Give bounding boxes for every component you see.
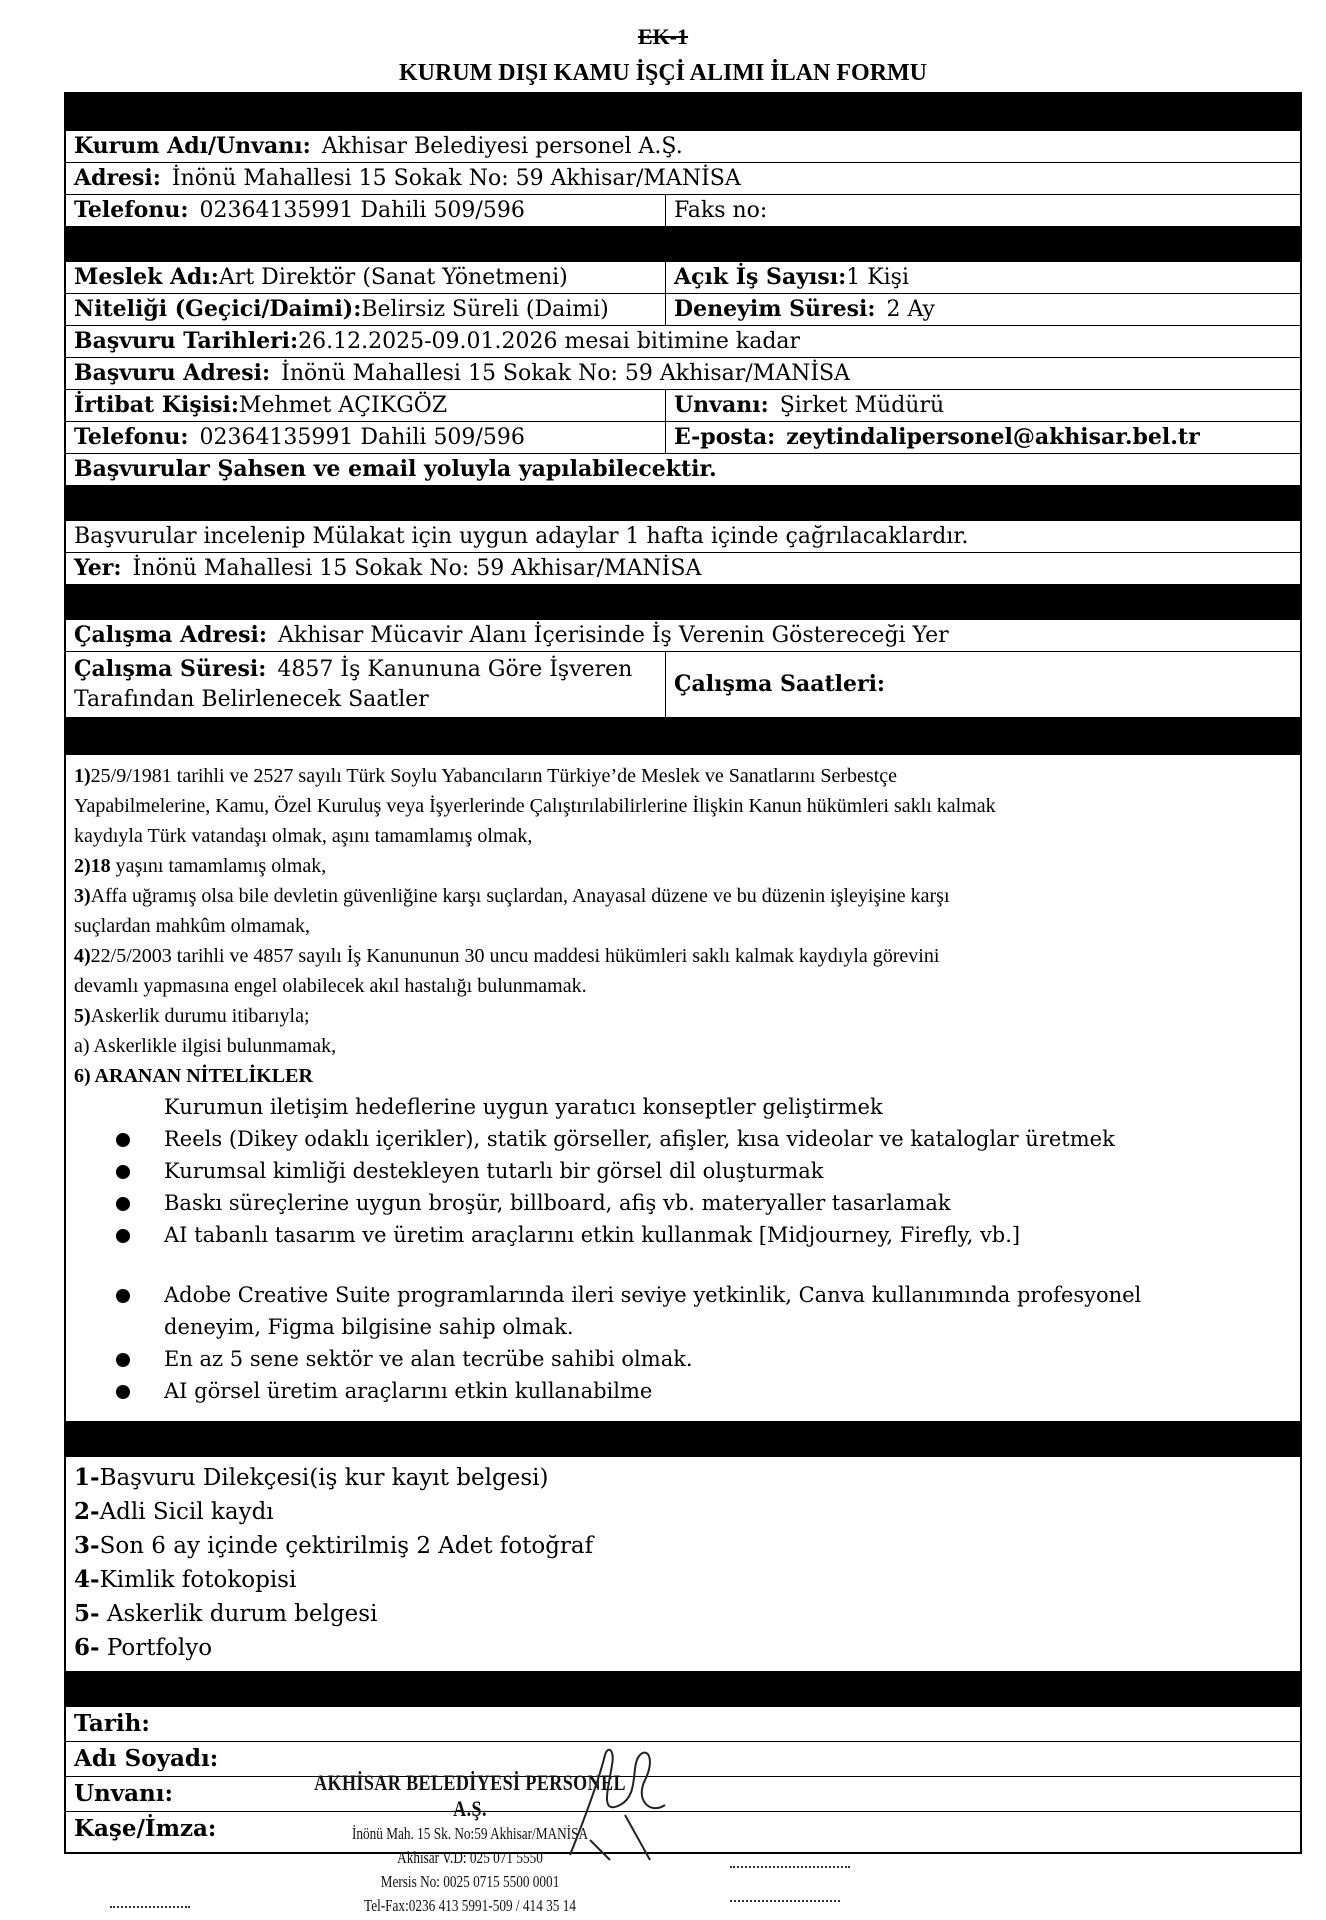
- institution-address-label: Adresi:: [74, 165, 161, 191]
- institution-name-label: Kurum Adı/Unvanı:: [74, 133, 311, 159]
- list-item: Adobe Creative Suite programlarında ileri seviye yetkinlik, Canva kullanımında profesyonel deneyim, Figma bilgisine sahip olmak.: [74, 1279, 1292, 1343]
- decorative-dash: [730, 1866, 850, 1868]
- section-divider: [66, 584, 1300, 620]
- stamp-line: Mersis No: 0025 0715 5500 0001: [380, 1872, 560, 1891]
- institution-phone-row: [66, 194, 1300, 226]
- work-duration-value-1: 4857 İş Kanununa Göre İşveren: [277, 657, 633, 682]
- bullet-icon: [116, 1229, 130, 1243]
- bullet-icon: [116, 1289, 130, 1303]
- requirement-4-cont: devamlı yapmasına engel olabilecek akıl hastalığı bulunmamak.: [74, 975, 587, 997]
- application-address-value: İnönü Mahallesi 15 Sokak No: 59 Akhisar/MANİSA: [281, 361, 850, 386]
- nature-row: [66, 293, 1300, 325]
- profession-row: [66, 262, 1300, 293]
- stamp-line: Akhisar V.D: 025 071 5550: [397, 1848, 543, 1867]
- work-duration-row: [66, 651, 1300, 717]
- decorative-dash: [110, 1906, 190, 1908]
- fax-label: Faks no:: [674, 198, 768, 223]
- list-item: Baskı süreçlerine uygun broşür, billboard, afiş vb. materyaller tasarlamak: [74, 1187, 1292, 1219]
- openings-value: 1 Kişi: [846, 265, 910, 290]
- bullet-icon: [116, 1165, 130, 1179]
- form-title: KURUM DIŞI KAMU İŞÇİ ALIMI İLAN FORMU: [398, 60, 928, 86]
- email-value[interactable]: zeytindalipersonel@akhisar.bel.tr: [786, 424, 1200, 450]
- bullet-icon: [116, 1133, 130, 1147]
- section-divider: [66, 94, 1300, 130]
- section-divider: [66, 717, 1300, 755]
- requirement-1-cont: kaydıyla Türk vatandaşı olmak, aşını tamamlamış olmak,: [74, 825, 533, 847]
- document-item: 3-Son 6 ay içinde çektirilmiş 2 Adet fotoğraf: [74, 1532, 594, 1559]
- list-item: Reels (Dikey odaklı içerikler), statik görseller, afişler, kısa videolar ve kataloglar üretmek: [74, 1123, 1292, 1155]
- interview-place-label: Yer:: [74, 555, 122, 581]
- contact-title-label: Unvanı:: [674, 392, 769, 418]
- section-divider: [66, 1671, 1300, 1707]
- dates-value: 26.12.2025-09.01.2026 mesai bitimine kadar: [298, 329, 801, 354]
- contact-title-value: Şirket Müdürü: [779, 393, 945, 418]
- interview-place-row: [66, 552, 1300, 584]
- document-item: 6- Portfolyo: [74, 1634, 213, 1661]
- dates-row: [66, 325, 1300, 357]
- signer-title-label: Unvanı:: [74, 1780, 173, 1807]
- nature-label: Niteliği (Geçici/Daimi):: [74, 296, 362, 322]
- contact-phone-value: 02364135991 Dahili 509/596: [199, 425, 525, 450]
- application-address-row: [66, 357, 1300, 389]
- requirement-3: 3)Affa uğramış olsa bile devletin güvenliğine karşı suçlardan, Anayasal düzene ve bu düzenin işleyişine karşı: [74, 885, 950, 907]
- date-row: [66, 1707, 1300, 1741]
- contact-phone-row: [66, 421, 1300, 453]
- document-item: 5- Askerlik durum belgesi: [74, 1600, 378, 1627]
- institution-address-value: İnönü Mahallesi 15 Sokak No: 59 Akhisar/MANİSA: [171, 166, 741, 191]
- institution-phone-value: 02364135991 Dahili 509/596: [199, 198, 525, 223]
- announcement-form: [64, 92, 1302, 1854]
- requirement-1-cont: Yapabilmelerine, Kamu, Özel Kuruluş veya İşyerlerinde Çalıştırılabilirlerine İlişkin Kanun hükümleri saklı kalmak: [74, 795, 996, 817]
- bullet-icon: [116, 1197, 130, 1211]
- qualifications-list: [74, 1123, 1292, 1407]
- contact-row: [66, 389, 1300, 421]
- trial-value: 2 Ay: [886, 297, 935, 322]
- stamp-line: AKHİSAR BELEDİYESİ PERSONEL A.Ş.: [314, 1770, 626, 1821]
- work-duration-label: Çalışma Süresi:: [74, 656, 267, 682]
- documents-section: [66, 1457, 1300, 1671]
- interview-place-value: İnönü Mahallesi 15 Sokak No: 59 Akhisar/MANİSA: [132, 556, 702, 581]
- stamp-line: İnönü Mah. 15 Sk. No:59 Akhisar/MANİSA: [351, 1824, 589, 1843]
- section-divider: [66, 485, 1300, 521]
- section-divider: [66, 226, 1300, 262]
- contact-phone-label: Telefonu:: [74, 424, 189, 450]
- profession-value: Art Direktör (Sanat Yönetmeni): [218, 265, 568, 290]
- document-item: 4-Kimlik fotokopisi: [74, 1566, 297, 1593]
- requirement-3-cont: suçlardan mahkûm olmamak,: [74, 915, 311, 937]
- application-method-row: [66, 453, 1300, 485]
- nature-value: Belirsiz Süreli (Daimi): [361, 297, 609, 322]
- dates-label: Başvuru Tarihleri:: [74, 328, 299, 354]
- list-item: AI tabanlı tasarım ve üretim araçlarını etkin kullanmak [Midjourney, Firefly, vb.]: [74, 1219, 1292, 1251]
- institution-name-row: [66, 130, 1300, 162]
- interview-note: Başvurular incelenip Mülakat için uygun adaylar 1 hafta içinde çağrılacaklardır.: [74, 524, 969, 549]
- requirement-1: 1)25/9/1981 tarihli ve 2527 sayılı Türk Soylu Yabancıların Türkiye’de Meslek ve Sanatlarını Serbestçe: [74, 765, 897, 787]
- work-duration-value-2: Tarafından Belirlenecek Saatler: [74, 687, 429, 712]
- trial-label: Deneyim Süresi:: [674, 296, 876, 322]
- document-item: 2-Adli Sicil kaydı: [74, 1498, 274, 1525]
- work-address-value: Akhisar Mücavir Alanı İçerisinde İş Verenin Göstereceği Yer: [277, 623, 949, 648]
- stamp-line: Tel-Fax:0236 413 5991-509 / 414 35 14: [364, 1896, 576, 1915]
- contact-label: İrtibat Kişisi:: [74, 392, 239, 418]
- application-address-label: Başvuru Adresi:: [74, 360, 271, 386]
- qualification-intro: Kurumun iletişim hedeflerine uygun yaratıcı konseptler geliştirmek: [164, 1095, 883, 1119]
- requirements-section: [66, 755, 1300, 1417]
- name-label: Adı Soyadı:: [74, 1745, 219, 1772]
- institution-address-row: [66, 162, 1300, 194]
- section-divider: [66, 1421, 1300, 1457]
- institution-phone-label: Telefonu:: [74, 197, 189, 223]
- openings-label: Açık İş Sayısı:: [674, 264, 847, 290]
- requirement-5a: a) Askerlikle ilgisi bulunmamak,: [74, 1035, 337, 1057]
- email-label: E-posta:: [674, 424, 776, 450]
- profession-label: Meslek Adı:: [74, 264, 219, 290]
- application-method-note: Başvurular Şahsen ve email yoluyla yapılabilecektir.: [74, 456, 717, 482]
- list-item: Kurumsal kimliği destekleyen tutarlı bir görsel dil oluşturmak: [74, 1155, 1292, 1187]
- interview-note-row: [66, 521, 1300, 552]
- qualifications-heading: 6) ARANAN NİTELİKLER: [74, 1065, 313, 1087]
- list-item: En az 5 sene sektör ve alan tecrübe sahibi olmak.: [74, 1343, 1292, 1375]
- stamp-signature-label: Kaşe/İmza:: [74, 1815, 217, 1842]
- document-item: 1-Başvuru Dilekçesi(iş kur kayıt belgesi): [74, 1464, 549, 1491]
- bullet-icon: [116, 1385, 130, 1399]
- work-hours-label: Çalışma Saatleri:: [674, 671, 886, 697]
- contact-value: Mehmet AÇIKGÖZ: [238, 393, 448, 418]
- requirement-4: 4)22/5/2003 tarihli ve 4857 sayılı İş Kanununun 30 uncu maddesi hükümleri saklı kalmak kaydıyla görevini: [74, 945, 940, 967]
- requirement-5: 5)Askerlik durumu itibarıyla;: [74, 1005, 310, 1027]
- form-code: EK-1: [637, 24, 689, 49]
- work-address-row: [66, 620, 1300, 651]
- date-label: Tarih:: [74, 1710, 150, 1737]
- list-item: AI görsel üretim araçlarını etkin kullanabilme: [74, 1375, 1292, 1407]
- institution-name-value: Akhisar Belediyesi personel A.Ş.: [321, 134, 683, 159]
- work-address-label: Çalışma Adresi:: [74, 622, 267, 648]
- bullet-icon: [116, 1353, 130, 1367]
- signature-scribble: [530, 1745, 690, 1865]
- requirement-2: 2)18 yaşını tamamlamış olmak,: [74, 855, 327, 877]
- decorative-dash: [730, 1900, 840, 1902]
